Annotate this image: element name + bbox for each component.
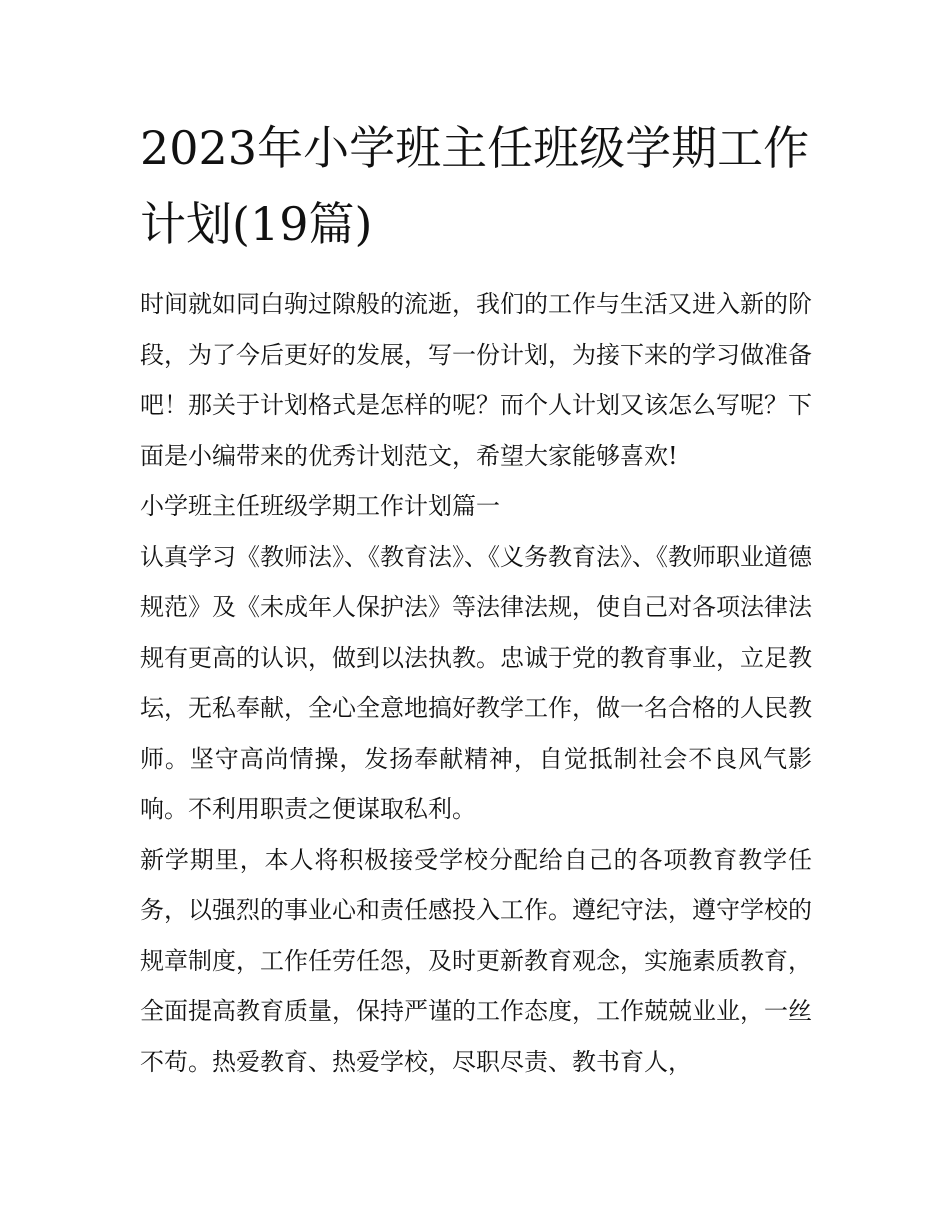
section-heading: 小学班主任班级学期工作计划篇一 (140, 492, 500, 520)
document-title: 2023年小学班主任班级学期工作计划(19篇) (140, 121, 810, 251)
body-paragraph-1: 认真学习《教师法》、《教育法》、《义务教育法》、《教师职业道德规范》及《未成年人保护法》等法律法规，使自己对各项法律法规有更高的认识，做到以法执教。忠诚于党的教育事业，立足教坛，无私奉献，全心全意地搞好教学工作，做一名合格的人民教师。坚守高尚情操，发扬奉献精神，自觉抵制社会不良风气影响。不利用职责之便谋取私利。 (140, 542, 812, 823)
body-paragraph-2: 新学期里，本人将积极接受学校分配给自己的各项教育教学任务，以强烈的事业心和责任感投入工作。遵纪守法，遵守学校的规章制度，工作任劳任怨，及时更新教育观念，实施素质教育，全面提高教育质量，保持严谨的工作态度，工作兢兢业业，一丝不苟。热爱教育、热爱学校，尽职尽责、教书育人， (140, 845, 812, 1076)
intro-paragraph: 时间就如同白驹过隙般的流逝，我们的工作与生活又进入新的阶段，为了今后更好的发展，写一份计划，为接下来的学习做准备吧！那关于计划格式是怎样的呢？而个人计划又该怎么写呢？下面是小编带来的优秀计划范文，希望大家能够喜欢! (140, 290, 812, 470)
document-page (140, 110, 812, 1087)
